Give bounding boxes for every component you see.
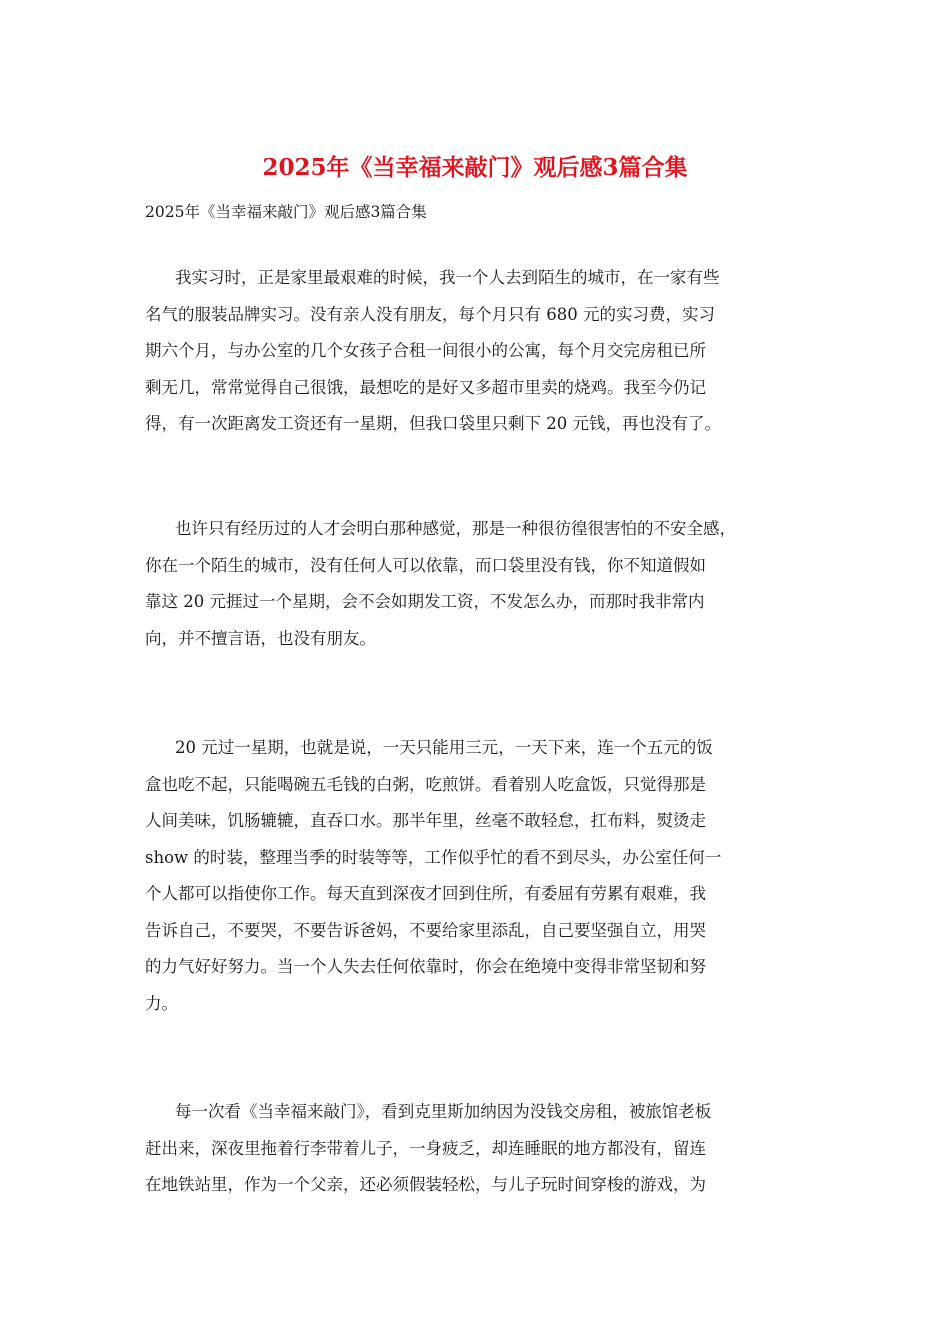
paragraph-line: 名气的服装品牌实习。没有亲人没有朋友，每个月只有 680 元的实习费，实习: [145, 304, 715, 324]
paragraph-line: 20 元过一星期，也就是说，一天只能用三元，一天下来，连一个五元的饭: [175, 738, 713, 757]
document-title: 2025年《当幸福来敲门》观后感3篇合集: [262, 154, 688, 181]
paragraph-4: [145, 1094, 809, 1204]
paragraph-line: 剩无几，常常觉得自己很饿，最想吃的是好又多超市里卖的烧鸡。我至今仍记: [145, 377, 706, 397]
paragraph-line: 赶出来，深夜里拖着行李带着儿子，一身疲乏，却连睡眠的地方都没有，留连: [145, 1138, 706, 1158]
paragraph-line: 向，并不擅言语，也没有朋友。: [145, 628, 376, 648]
paragraph-line: 我实习时，正是家里最艰难的时候，我一个人去到陌生的城市，在一家有些: [175, 268, 720, 287]
document-subtitle: 2025年《当幸福来敲门》观后感3篇合集: [145, 203, 427, 221]
paragraph-line: 个人都可以指使你工作。每天直到深夜才回到住所，有委屈有劳累有艰难，我: [145, 884, 706, 903]
paragraph-line: 也许只有经历过的人才会明白那种感觉，那是一种很彷徨很害怕的不安全感，: [175, 519, 736, 538]
paragraph-line: 你在一个陌生的城市，没有任何人可以依靠，而口袋里没有钱，你不知道假如: [145, 555, 706, 575]
paragraph-line: 每一次看《当幸福来敲门》，看到克里斯加纳因为没钱交房租，被旅馆老板: [175, 1102, 712, 1121]
paragraph-2: [145, 511, 809, 657]
paragraph-1: [145, 260, 809, 443]
paragraph-line: 人间美味，饥肠辘辘，直吞口水。那半年里，丝毫不敢轻怠，扛布料，熨烫走: [145, 811, 706, 830]
paragraph-line: 力。: [145, 993, 178, 1013]
paragraph-line: 在地铁站里，作为一个父亲，还必须假装轻松，与儿子玩时间穿梭的游戏，为: [145, 1175, 706, 1194]
paragraph-3: [145, 730, 809, 1022]
paragraph-line: show 的时装，整理当季的时装等等，工作似乎忙的看不到尽头，办公室任何一: [145, 847, 722, 867]
paragraph-line: 得，有一次距离发工资还有一星期，但我口袋里只剩下 20 元钱，再也没有了。: [145, 414, 721, 433]
paragraph-line: 的力气好好努力。当一个人失去任何依靠时，你会在绝境中变得非常坚韧和努: [145, 957, 706, 976]
paragraph-line: 盒也吃不起，只能喝碗五毛钱的白粥，吃煎饼。看着别人吃盒饭，只觉得那是: [145, 774, 706, 794]
paragraph-line: 告诉自己，不要哭，不要告诉爸妈，不要给家里添乱，自己要坚强自立，用哭: [145, 920, 706, 940]
paragraph-line: 期六个月，与办公室的几个女孩子合租一间很小的公寓，每个月交完房租已所: [145, 341, 706, 360]
paragraph-line: 靠这 20 元捱过一个星期，会不会如期发工资，不发怎么办，而那时我非常内: [145, 592, 705, 611]
